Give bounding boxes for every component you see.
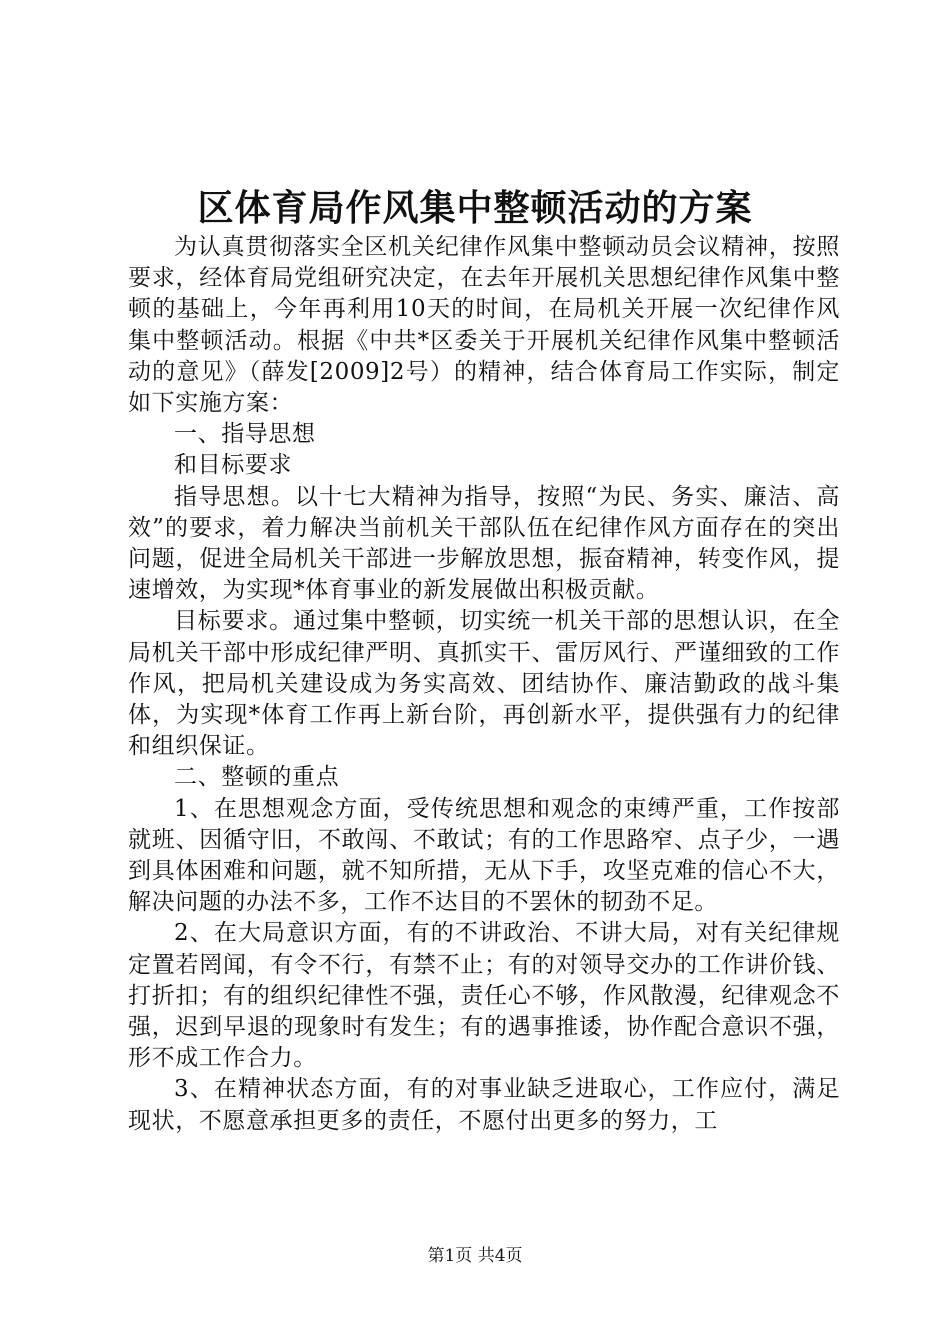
focus-item-1-paragraph: 1、在思想观念方面，受传统思想和观念的束缚严重，工作按部就班、因循守旧，不敢闯、不敢试；有的工作思路窄、点子少，一遇到具体困难和问题，就不知所措，无从下手，攻坚克难的信心不大，解决问题的办法不多，工作不达目的不罢休的韧劲不足。	[128, 795, 840, 916]
page-number-footer: 第1页 共4页	[427, 1246, 523, 1266]
focus-item-3-paragraph: 3、在精神状态方面，有的对事业缺乏进取心，工作应付，满足现状，不愿意承担更多的责任，不愿付出更多的努力，工	[128, 1076, 840, 1134]
focus-item-2-paragraph: 2、在大局意识方面，有的不讲政治、不讲大局，对有关纪律规定置若罔闻，有令不行，有禁不止；有的对领导交办的工作讲价钱、打折扣；有的组织纪律性不强，责任心不够，作风散漫，纪律观念不强，迟到早退的现象时有发生；有的遇事推诿，协作配合意识不强，形不成工作合力。	[128, 920, 840, 1072]
goal-requirements-paragraph: 目标要求。通过集中整顿，切实统一机关干部的思想认识，在全局机关干部中形成纪律严明、真抓实干、雷厉风行、严谨细致的工作作风，把局机关建设成为务实高效、团结协作、廉洁勤政的战斗集体，为实现*体育工作再上新台阶，再创新水平，提供强有力的纪律和组织保证。	[128, 608, 840, 760]
section-heading-guiding-thought: 一、指导思想	[174, 421, 316, 448]
section-heading-focus: 二、整顿的重点	[174, 764, 340, 791]
document-body	[128, 232, 840, 1137]
document-title: 区体育局作风集中整顿活动的方案	[197, 187, 753, 229]
guiding-thought-paragraph: 指导思想。以十七大精神为指导，按照“为民、务实、廉洁、高效”的要求，着力解决当前机关干部队伍在纪律作风方面存在的突出问题，促进全局机关干部进一步解放思想，振奋精神，转变作风，提速增效，为实现*体育事业的新发展做出积极贡献。	[128, 483, 840, 604]
section-heading-goal-requirements: 和目标要求	[174, 452, 292, 479]
intro-paragraph: 为认真贯彻落实全区机关纪律作风集中整顿动员会议精神，按照要求，经体育局党组研究决定，在去年开展机关思想纪律作风集中整顿的基础上，今年再利用10天的时间，在局机关开展一次纪律作风集中整顿活动。根据《中共*区委关于开展机关纪律作风集中整顿活动的意见》（薛发[2009]2号）的精神，结合体育局工作实际，制定如下实施方案：	[128, 234, 840, 417]
